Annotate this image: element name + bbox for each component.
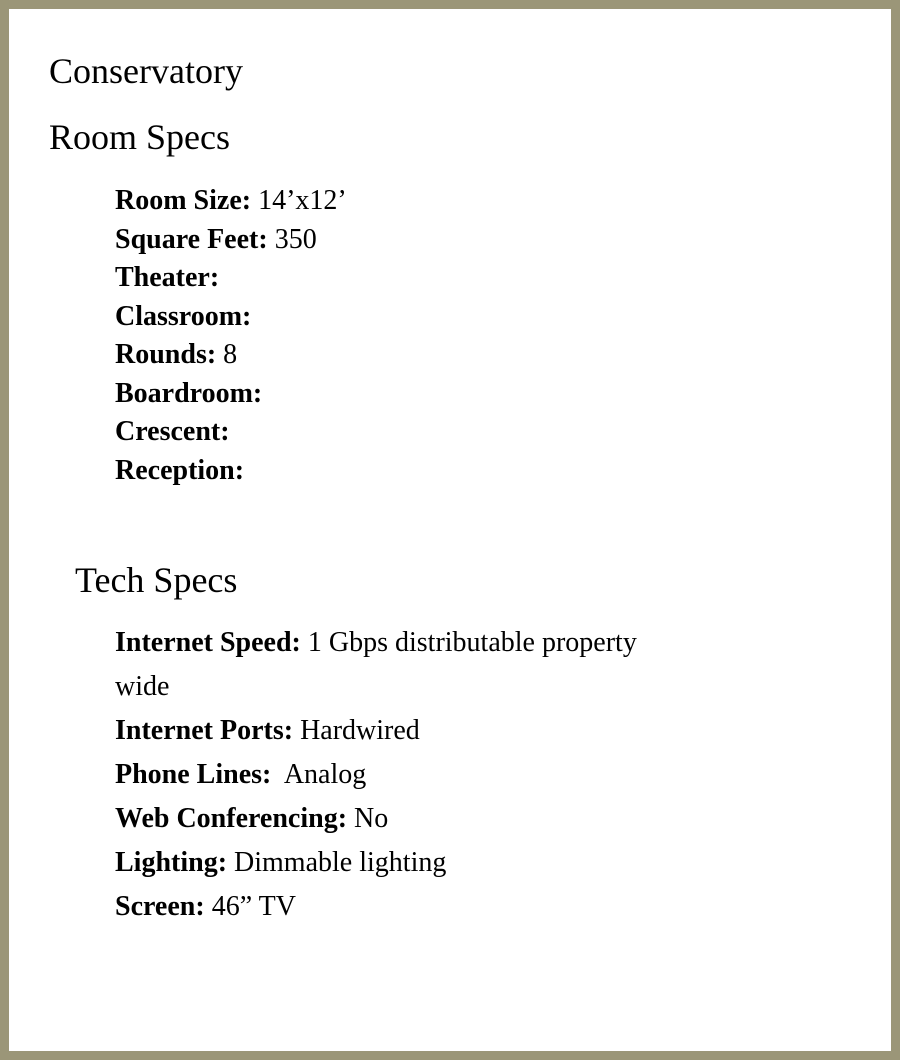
spec-label: Phone Lines: (115, 759, 272, 790)
spec-value: Hardwired (293, 715, 420, 746)
spec-value: 46” TV (204, 891, 296, 922)
spec-label: Boardroom: (115, 377, 263, 409)
tech-specs-heading: Tech Specs (75, 560, 238, 600)
spec-label: Classroom: (115, 300, 252, 332)
spec-label: Rounds: (115, 339, 217, 370)
room-spec-square-feet (115, 221, 347, 260)
tech-spec-lighting (115, 841, 675, 885)
spec-value: Dimmable lighting (227, 847, 447, 878)
spec-label: Square Feet: (115, 223, 268, 255)
spec-label: Theater: (115, 262, 220, 293)
room-title: Conservatory (49, 51, 243, 91)
spec-value: 8 (216, 339, 238, 370)
spec-value: No (347, 803, 389, 834)
tech-spec-internet-ports (115, 709, 675, 753)
spec-label: Web Conferencing: (115, 803, 348, 834)
room-specs-heading: Room Specs (49, 117, 231, 157)
room-spec-classroom (115, 298, 347, 337)
tech-spec-phone-lines (115, 753, 675, 797)
spec-value: 350 (267, 223, 317, 255)
spec-label: Reception: (115, 454, 245, 486)
spec-label: Internet Ports: (115, 715, 294, 746)
room-spec-theater (115, 259, 347, 298)
room-spec-rounds (115, 336, 347, 375)
spec-label: Internet Speed: (115, 627, 301, 658)
room-spec-boardroom (115, 375, 347, 414)
spec-label: Crescent: (115, 416, 230, 447)
room-specs-list (115, 182, 347, 490)
room-spec-crescent (115, 413, 347, 452)
spec-value: 14’x12’ (251, 185, 347, 216)
tech-spec-internet-speed (115, 621, 675, 709)
spec-label: Room Size: (115, 185, 252, 216)
spec-label: Lighting: (115, 847, 228, 878)
spec-value: Analog (271, 759, 367, 790)
spec-value: 1 Gbps distributable property wide (115, 627, 637, 702)
tech-specs-list (115, 621, 675, 929)
tech-spec-screen (115, 885, 675, 929)
room-spec-room-size (115, 182, 347, 221)
room-spec-reception (115, 452, 347, 491)
spec-label: Screen: (115, 891, 205, 922)
tech-spec-web-conferencing (115, 797, 675, 841)
